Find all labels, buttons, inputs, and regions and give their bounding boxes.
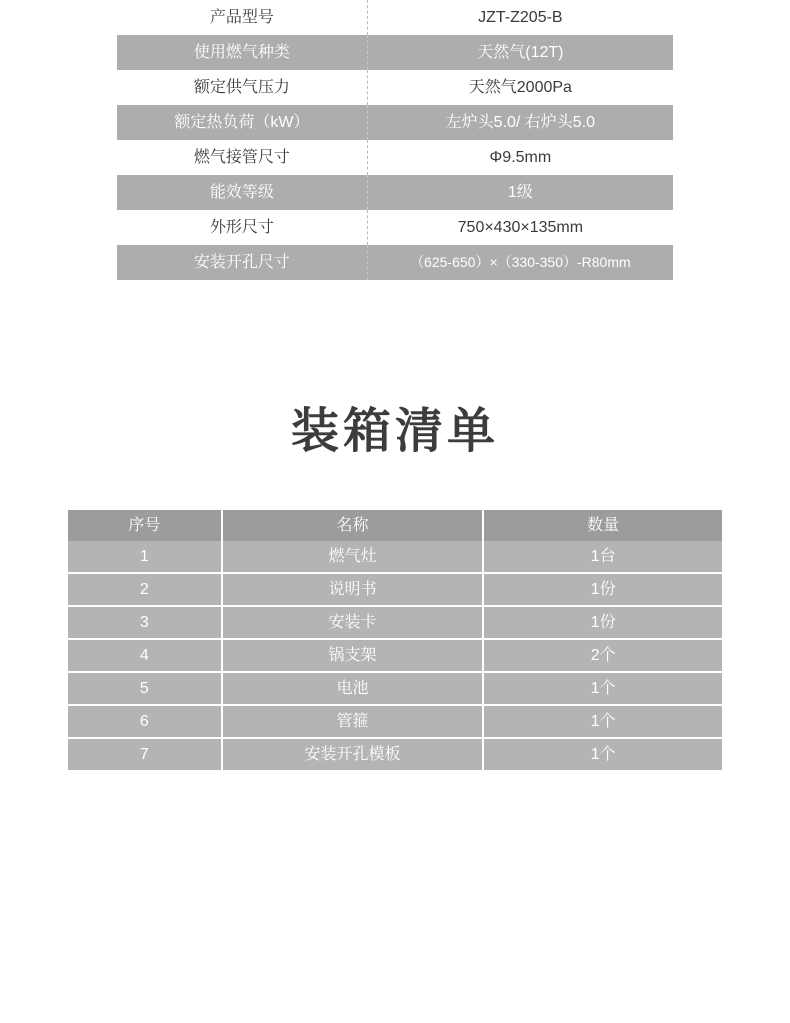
- table-row: [68, 705, 722, 738]
- cell-quantity: 1台: [483, 541, 722, 573]
- table-row: [117, 245, 673, 280]
- cell-index: 5: [68, 672, 222, 705]
- spec-label: 额定热负荷（kW）: [117, 105, 367, 140]
- specification-table-body: [117, 0, 673, 280]
- table-row: [117, 210, 673, 245]
- table-row: [117, 0, 673, 35]
- packing-list-body: [68, 541, 722, 770]
- spec-label: 额定供气压力: [117, 70, 367, 105]
- cell-index: 3: [68, 606, 222, 639]
- cell-name: 管箍: [222, 705, 484, 738]
- table-row: [117, 70, 673, 105]
- table-row: [117, 35, 673, 70]
- spec-label: 外形尺寸: [117, 210, 367, 245]
- cell-name: 安装开孔模板: [222, 738, 484, 770]
- specification-table: [117, 0, 673, 280]
- packing-list-section: [68, 510, 722, 770]
- cell-quantity: 1份: [483, 573, 722, 606]
- table-row: [68, 639, 722, 672]
- cell-name: 锅支架: [222, 639, 484, 672]
- spec-value: 左炉头5.0/ 右炉头5.0: [367, 105, 673, 140]
- cell-name: 安装卡: [222, 606, 484, 639]
- table-row: [117, 105, 673, 140]
- spec-value: 天然气(12T): [367, 35, 673, 70]
- page-title: 装箱清单: [290, 405, 499, 458]
- table-row: [68, 573, 722, 606]
- cell-quantity: 2个: [483, 639, 722, 672]
- cell-index: 2: [68, 573, 222, 606]
- column-header-quantity: 数量: [483, 510, 722, 541]
- cell-name: 燃气灶: [222, 541, 484, 573]
- cell-index: 7: [68, 738, 222, 770]
- cell-index: 6: [68, 705, 222, 738]
- spec-label: 安装开孔尺寸: [117, 245, 367, 280]
- table-header-row: [68, 510, 722, 541]
- cell-name: 说明书: [222, 573, 484, 606]
- cell-quantity: 1份: [483, 606, 722, 639]
- packing-list-header: [68, 510, 722, 541]
- cell-index: 1: [68, 541, 222, 573]
- table-row: [68, 672, 722, 705]
- spec-label: 燃气接管尺寸: [117, 140, 367, 175]
- cell-quantity: 1个: [483, 672, 722, 705]
- cell-name: 电池: [222, 672, 484, 705]
- cell-quantity: 1个: [483, 705, 722, 738]
- table-row: [68, 541, 722, 573]
- table-row: [68, 738, 722, 770]
- table-row: [117, 175, 673, 210]
- spec-value: （625-650）×（330-350）-R80mm: [367, 245, 673, 280]
- spec-value: JZT-Z205-B: [367, 0, 673, 35]
- table-row: [68, 606, 722, 639]
- column-header-index: 序号: [68, 510, 222, 541]
- spec-label: 使用燃气种类: [117, 35, 367, 70]
- cell-quantity: 1个: [483, 738, 722, 770]
- spec-value: 1级: [367, 175, 673, 210]
- spec-value: 天然气2000Pa: [367, 70, 673, 105]
- column-header-name: 名称: [222, 510, 484, 541]
- spec-label: 能效等级: [117, 175, 367, 210]
- table-row: [117, 140, 673, 175]
- spec-value: 750×430×135mm: [367, 210, 673, 245]
- packing-list-table: [68, 510, 722, 770]
- cell-index: 4: [68, 639, 222, 672]
- spec-value: Φ9.5mm: [367, 140, 673, 175]
- spec-label: 产品型号: [117, 0, 367, 35]
